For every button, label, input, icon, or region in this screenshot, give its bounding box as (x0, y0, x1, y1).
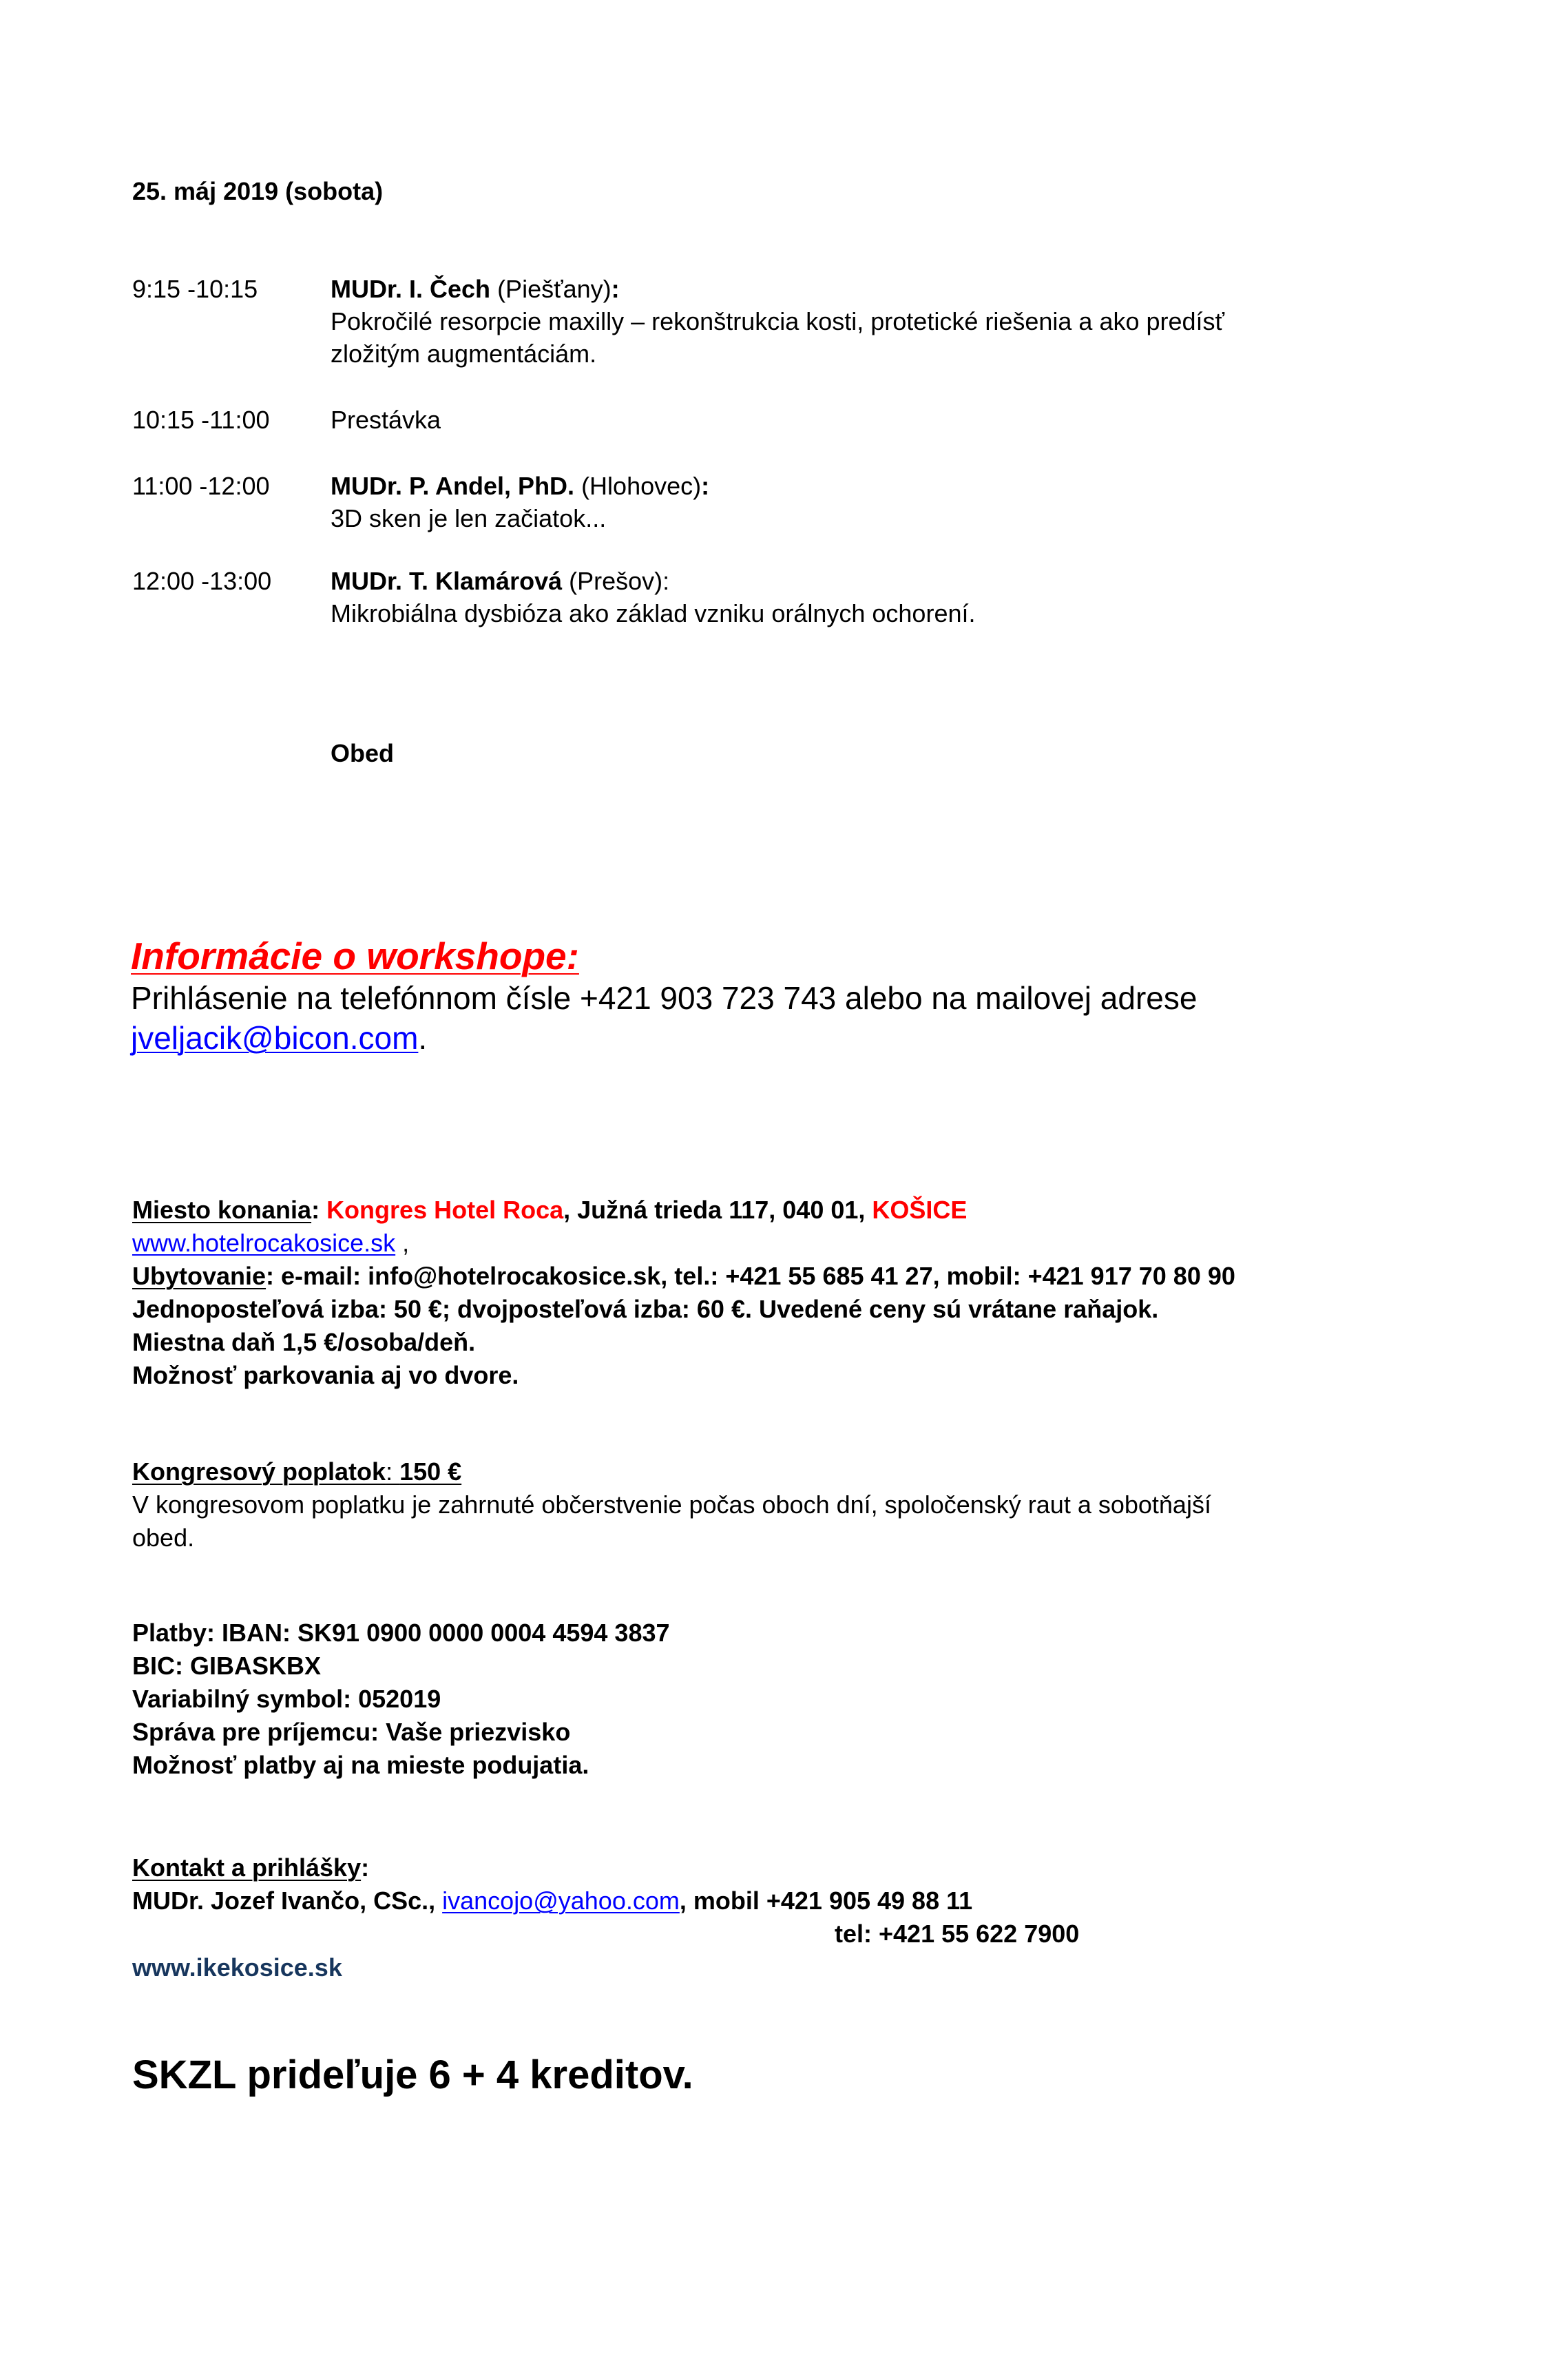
lecture-title-cont: zložitým augmentáciám. (331, 340, 597, 368)
date-heading: 25. máj 2019 (sobota) (132, 177, 384, 205)
payment-onsite: Možnosť platby aj na mieste podujatia. (132, 1751, 589, 1779)
time-slot: 9:15 -10:15 (132, 275, 258, 303)
break-label: Prestávka (331, 406, 441, 434)
colon: : (701, 472, 710, 500)
hotel-website-link[interactable]: www.hotelrocakosice.sk (132, 1229, 396, 1257)
colon: : (311, 1196, 327, 1224)
fee-amount: 150 € (399, 1457, 462, 1486)
venue-line (132, 1194, 967, 1226)
venue-label: Miesto konania (132, 1196, 312, 1224)
contact-tel: tel: +421 55 622 7900 (835, 1920, 1080, 1948)
period: . (418, 1020, 428, 1056)
time-slot: 12:00 -13:00 (132, 567, 272, 595)
workshop-email-line (131, 1018, 427, 1058)
lecture-title: Pokročilé resorpcie maxilly – rekonštrukcia kosti, protetické riešenia a ako predísť (331, 307, 1225, 335)
fee-description-cont: obed. (132, 1524, 195, 1552)
room-prices: Jednoposteľová izba: 50 €; dvojposteľová izba: 60 €. Uvedené ceny sú vrátane raňajok. (132, 1295, 1159, 1323)
hotel-name: Kongres Hotel Roca (326, 1196, 564, 1224)
colon: : (386, 1457, 400, 1486)
payment-iban: Platby: IBAN: SK91 0900 0000 0004 4594 3837 (132, 1619, 670, 1647)
speaker-name: MUDr. T. Klamárová (331, 567, 563, 595)
fee-description: V kongresovom poplatku je zahrnuté občerstvenie počas oboch dní, spoločenský raut a sobotňajší (132, 1490, 1211, 1519)
contact-email-link[interactable]: ivancojo@yahoo.com (442, 1887, 680, 1915)
program-item (331, 565, 669, 597)
payment-message: Správa pre príjemcu: Vaše priezvisko (132, 1718, 571, 1746)
time-slot: 10:15 -11:00 (132, 406, 270, 434)
lecture-title: 3D sken je len začiatok... (331, 504, 607, 532)
colon: : (611, 275, 620, 303)
accommodation-line (132, 1260, 1235, 1292)
fee-label: Kongresový poplatok (132, 1457, 386, 1486)
workshop-heading: Informácie o workshope: (131, 935, 579, 977)
venue-address: , Južná trieda 117, 040 01, (563, 1196, 872, 1224)
lecture-title: Mikrobiálna dysbióza ako základ vzniku orálnych ochorení. (331, 599, 976, 627)
colon: : (361, 1853, 370, 1882)
fee-line (132, 1455, 461, 1488)
accommodation-label: Ubytovanie (132, 1262, 266, 1290)
program-item (331, 470, 709, 502)
program-item (331, 273, 620, 305)
payment-bic: BIC: GIBASKBX (132, 1652, 322, 1680)
speaker-name: MUDr. I. Čech (331, 275, 491, 303)
speaker-place: (Prešov): (562, 567, 670, 595)
accommodation-text: : e-mail: info@hotelrocakosice.sk, tel.: +421 55 685 41 27, mobil: +421 917 70 80 90 (266, 1262, 1235, 1290)
contact-line (132, 1884, 972, 1917)
contact-heading (132, 1851, 369, 1884)
contact-name: MUDr. Jozef Ivančo, CSc., (132, 1887, 443, 1915)
payment-variable-symbol: Variabilný symbol: 052019 (132, 1685, 441, 1713)
contact-label: Kontakt a prihlášky (132, 1853, 362, 1882)
workshop-text: Prihlásenie na telefónnom čísle +421 903 723 743 alebo na mailovej adrese (131, 980, 1198, 1016)
speaker-name: MUDr. P. Andel, PhD. (331, 472, 575, 500)
lunch-label: Obed (331, 739, 395, 767)
organizer-website[interactable]: www.ikekosice.sk (132, 1953, 342, 1982)
credits-note: SKZL prideľuje 6 + 4 kreditov. (132, 2053, 693, 2097)
venue-city: KOŠICE (872, 1196, 968, 1224)
local-tax: Miestna daň 1,5 €/osoba/deň. (132, 1328, 476, 1356)
hotel-website-line (132, 1227, 409, 1259)
parking-info: Možnosť parkovania aj vo dvore. (132, 1361, 519, 1389)
speaker-place: (Piešťany) (490, 275, 611, 303)
workshop-email-link[interactable]: jveljacik@bicon.com (131, 1020, 419, 1056)
speaker-place: (Hlohovec) (574, 472, 702, 500)
comma: , (395, 1229, 410, 1257)
time-slot: 11:00 -12:00 (132, 472, 270, 500)
contact-mobile: , mobil +421 905 49 88 11 (679, 1887, 973, 1915)
